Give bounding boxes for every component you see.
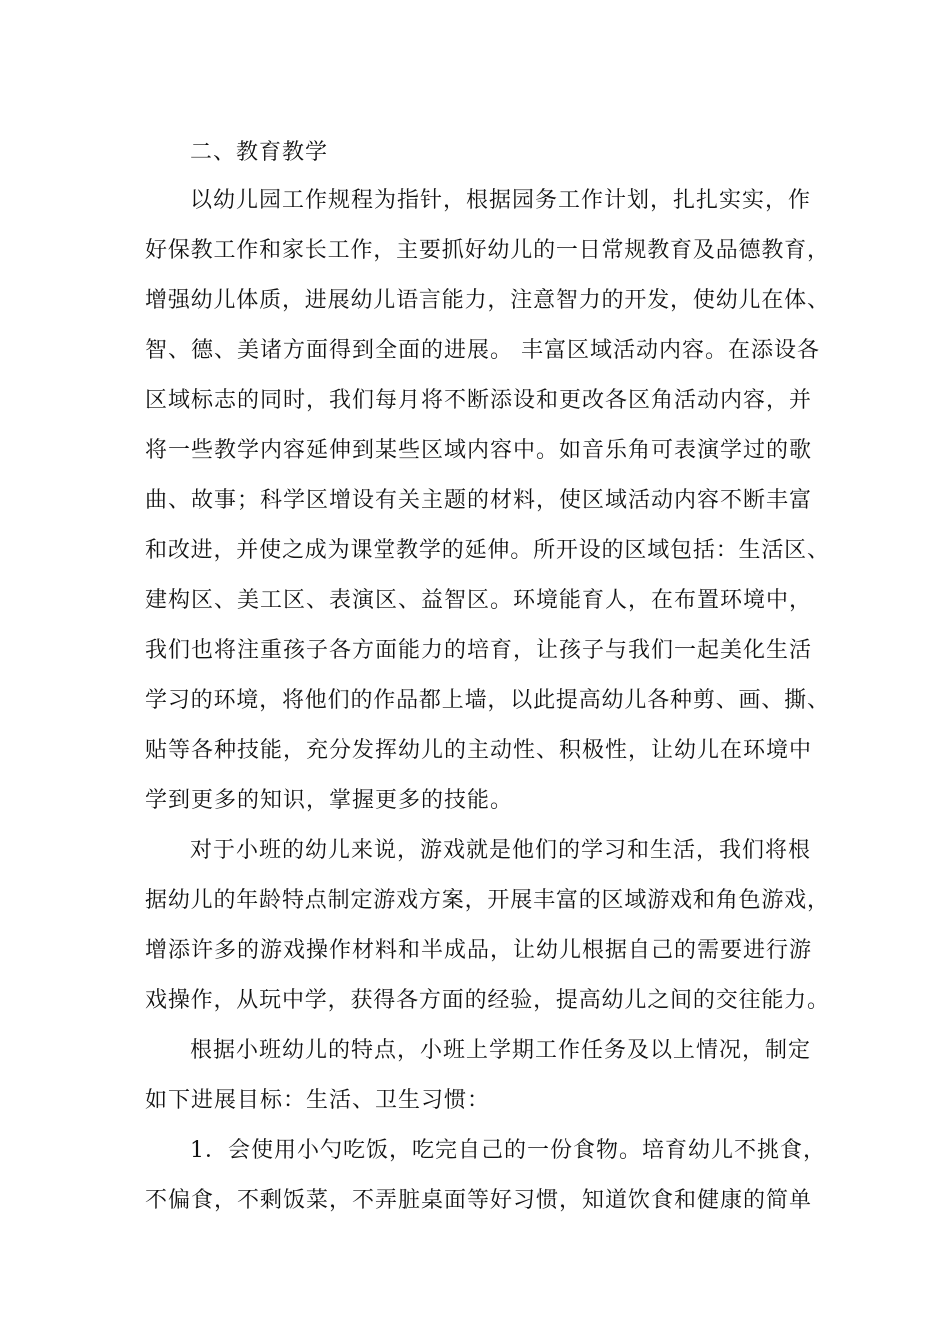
paragraph-line: 将一些教学内容延伸到某些区域内容中。如音乐角可表演学过的歌 [145,438,813,463]
paragraph-line: 戏操作，从玩中学，获得各方面的经验，提高幼儿之间的交往能力。 [145,988,830,1013]
paragraph-line: 贴等各种技能，充分发挥幼儿的主动性、积极性，让幼儿在环境中 [145,738,813,763]
paragraph-line: 曲、故事；科学区增设有关主题的材料，使区域活动内容不断丰富 [145,488,813,513]
paragraph-line: 以幼儿园工作规程为指针，根据园务工作计划，扎扎实实，作 [190,188,812,213]
paragraph-line: 区域标志的同时，我们每月将不断添设和更改各区角活动内容，并 [145,388,813,413]
paragraph-line: 和改进，并使之成为课堂教学的延伸。所开设的区域包括：生活区、 [145,538,830,563]
paragraph-line: 根据小班幼儿的特点，小班上学期工作任务及以上情况，制定 [190,1038,812,1063]
paragraph-line: 如下进展目标：生活、卫生习惯： [145,1088,491,1113]
paragraph-line: 增强幼儿体质，进展幼儿语言能力，注意智力的开发，使幼儿在体、 [145,288,830,313]
section-heading: 二、教育教学 [190,140,329,165]
paragraph-line: 智、德、美诸方面得到全面的进展。 丰富区域活动内容。在添设各 [145,338,820,363]
paragraph-line: 我们也将注重孩子各方面能力的培育，让孩子与我们一起美化生活 [145,638,813,663]
paragraph-line: 对于小班的幼儿来说，游戏就是他们的学习和生活，我们将根 [190,838,812,863]
paragraph-line: 据幼儿的年龄特点制定游戏方案，开展丰富的区域游戏和角色游戏， [145,888,830,913]
paragraph-line: 好保教工作和家长工作，主要抓好幼儿的一日常规教育及品德教育， [145,238,830,263]
paragraph-line: 建构区、美工区、表演区、益智区。环境能育人，在布置环境中， [145,588,813,613]
paragraph-line: 学到更多的知识，掌握更多的技能。 [145,788,514,813]
list-item-line: 1．会使用小勺吃饭，吃完自己的一份食物。培育幼儿不挑食， [190,1138,826,1163]
list-item-line: 不偏食，不剩饭菜，不弄脏桌面等好习惯，知道饮食和健康的简单 [145,1188,813,1213]
paragraph-line: 增添许多的游戏操作材料和半成品，让幼儿根据自己的需要进行游 [145,938,813,963]
paragraph-line: 学习的环境，将他们的作品都上墙，以此提高幼儿各种剪、画、撕、 [145,688,830,713]
